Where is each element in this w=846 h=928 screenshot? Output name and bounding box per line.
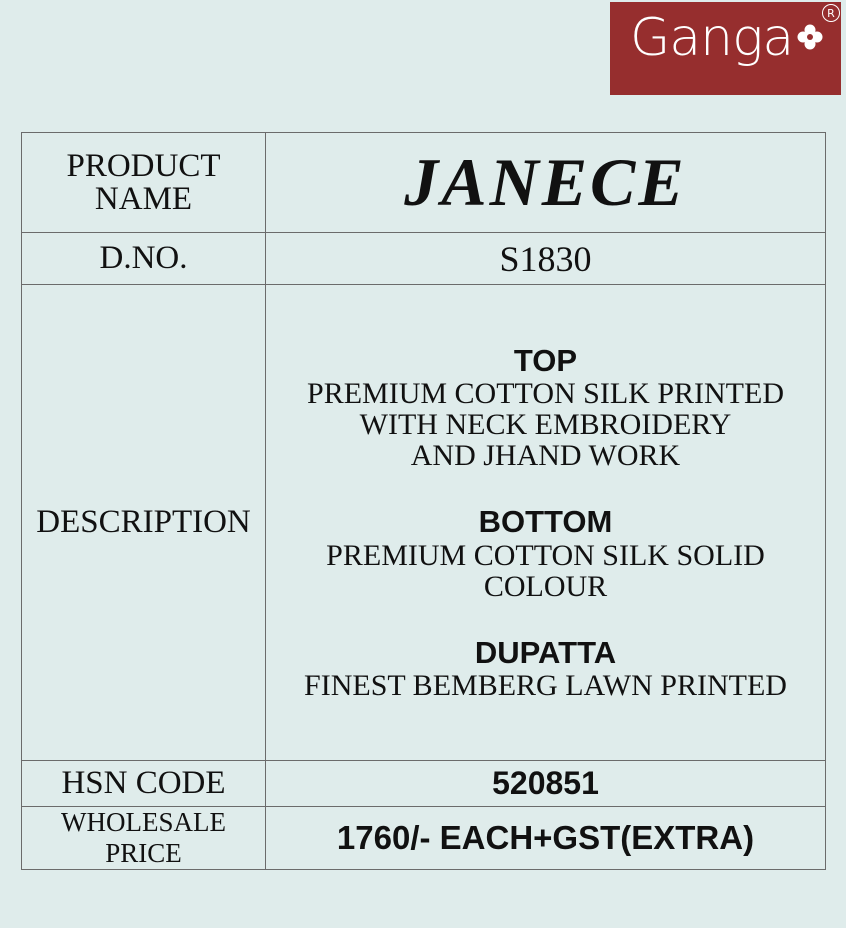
- table-row-product-name: [22, 133, 826, 233]
- wholesale-price-value: 1760/- EACH+GST(EXTRA): [336, 819, 755, 857]
- product-name-label-line1: PRODUCT: [66, 147, 221, 184]
- table-row-description: [22, 285, 826, 761]
- description-line: COLOUR: [483, 569, 608, 603]
- wholesale-price-label-line1: WHOLESALE: [61, 807, 226, 837]
- description-label: DESCRIPTION: [36, 504, 251, 540]
- description-line: AND JHAND WORK: [410, 439, 681, 473]
- wholesale-price-label-cell: [22, 807, 266, 870]
- description-line: PREMIUM COTTON SILK PRINTED: [307, 377, 784, 411]
- table-row-wholesale-price: [22, 807, 826, 870]
- description-block-bottom: [266, 505, 825, 601]
- design-number-value-cell: [266, 233, 826, 285]
- description-block-dupatta: [266, 636, 825, 701]
- description-line: WITH NECK EMBROIDERY: [359, 408, 732, 442]
- description-heading-bottom: BOTTOM: [478, 504, 613, 540]
- design-number-label: D.NO.: [99, 240, 188, 276]
- description-line: FINEST BEMBERG LAWN PRINTED: [304, 668, 787, 702]
- description-heading-top: TOP: [513, 343, 578, 379]
- description-label-cell: [22, 285, 266, 761]
- registered-mark-icon: R: [822, 4, 840, 22]
- table-row-design-number: [22, 233, 826, 285]
- hsn-code-value: 520851: [492, 765, 599, 801]
- product-name-value: JANECE: [404, 144, 687, 220]
- wholesale-price-value-cell: [266, 807, 826, 870]
- description-value-cell: [266, 285, 826, 761]
- product-name-label-line2: NAME: [94, 180, 193, 217]
- hsn-code-value-cell: [266, 761, 826, 807]
- table-row-hsn-code: [22, 761, 826, 807]
- design-number-value: S1830: [499, 238, 592, 279]
- brand-logo: [610, 2, 841, 95]
- description-block-top: [266, 344, 825, 471]
- product-spec-table: [21, 132, 826, 870]
- design-number-label-cell: [22, 233, 266, 285]
- hsn-code-label-cell: [22, 761, 266, 807]
- product-name-value-cell: [266, 133, 826, 233]
- wholesale-price-label-line2: PRICE: [105, 838, 182, 869]
- logo-wordmark: Ganga: [630, 8, 794, 68]
- product-name-label-cell: [22, 133, 266, 233]
- description-heading-dupatta: DUPATTA: [474, 634, 617, 670]
- description-line: PREMIUM COTTON SILK SOLID: [326, 538, 765, 572]
- hsn-code-label: HSN CODE: [61, 765, 226, 801]
- flower-icon: [797, 24, 823, 50]
